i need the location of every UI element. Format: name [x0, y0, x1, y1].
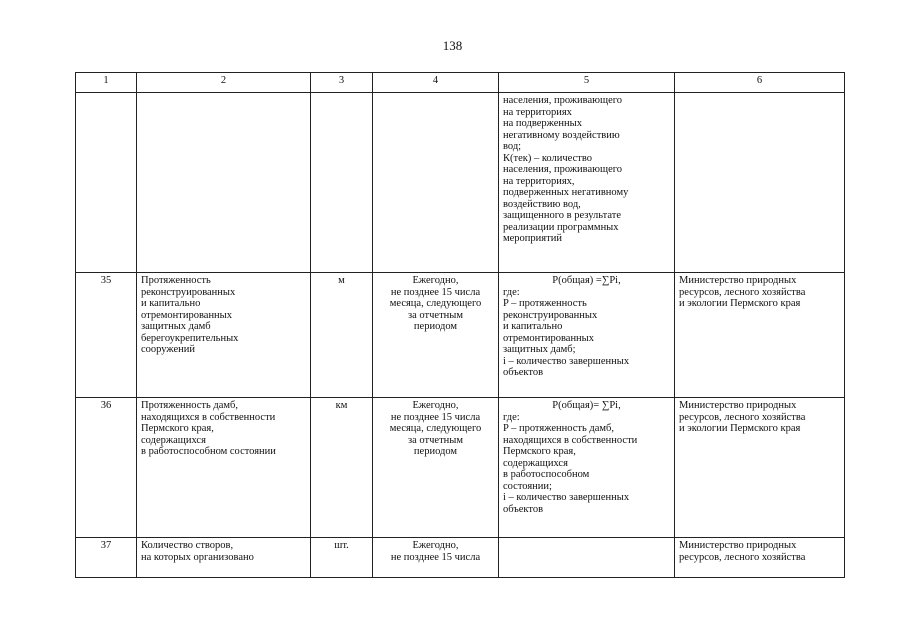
- calculation-method: где: P – протяженность дамб, находящихся в собственности Пермского края, содержащихся в работоспособном состоянии; i – количество завершенных объектов: [503, 411, 638, 515]
- responsible: Министерство природных ресурсов, лесного хозяйства и экологии Пермского края: [675, 273, 845, 398]
- indicator-name: [137, 93, 311, 273]
- unit: [311, 93, 373, 273]
- table-row: [76, 398, 845, 538]
- table-header-row: [76, 73, 845, 93]
- column-header: 6: [675, 73, 845, 93]
- page-number: 138: [442, 38, 463, 53]
- table-row: [76, 93, 845, 273]
- row-number: 36: [76, 398, 137, 538]
- unit: км: [311, 398, 373, 538]
- column-header: 5: [499, 73, 675, 93]
- calculation-method: населения, проживающего на территориях на подверженных негативному воздействию вод; К(тек) – количество населения, проживающего на территориях, подверженных негативному воздействию вод, защищенного в результате реализации программных мероприятий: [499, 93, 675, 273]
- calculation-method: где: P – протяженность реконструированных и капитально отремонтированных защитных дамб; i – количество завершенных объектов: [503, 286, 630, 378]
- column-header: 4: [373, 73, 499, 93]
- period: Ежегодно, не позднее 15 числа месяца, следующего за отчетным периодом: [373, 398, 499, 538]
- responsible: Министерство природных ресурсов, лесного хозяйства и экологии Пермского края: [675, 398, 845, 538]
- row-number: 37: [76, 538, 137, 578]
- unit: м: [311, 273, 373, 398]
- calculation-method-cell: [499, 398, 675, 538]
- row-number: 35: [76, 273, 137, 398]
- column-header: 1: [76, 73, 137, 93]
- indicator-name: Протяженность дамб, находящихся в собственности Пермского края, содержащихся в работоспособном состоянии: [137, 398, 311, 538]
- indicator-name: Протяженность реконструированных и капитально отремонтированных защитных дамб берегоукрепительных сооружений: [137, 273, 311, 398]
- unit: шт.: [311, 538, 373, 578]
- calculation-method: [499, 538, 675, 578]
- table-row: [76, 538, 845, 578]
- period: Ежегодно, не позднее 15 числа месяца, следующего за отчетным периодом: [373, 273, 499, 398]
- indicator-name: Количество створов, на которых организовано: [137, 538, 311, 578]
- period: [373, 93, 499, 273]
- column-header: 2: [137, 73, 311, 93]
- formula: P(общая)= ∑Pi,: [552, 400, 621, 411]
- indicators-table: [75, 72, 845, 578]
- calculation-method-cell: [499, 273, 675, 398]
- period: Ежегодно, не позднее 15 числа: [373, 538, 499, 578]
- formula: P(общая) =∑Pi,: [552, 275, 621, 286]
- responsible: Министерство природных ресурсов, лесного хозяйства: [675, 538, 845, 578]
- column-header: 3: [311, 73, 373, 93]
- responsible: [675, 93, 845, 273]
- row-number: [76, 93, 137, 273]
- table-row: [76, 273, 845, 398]
